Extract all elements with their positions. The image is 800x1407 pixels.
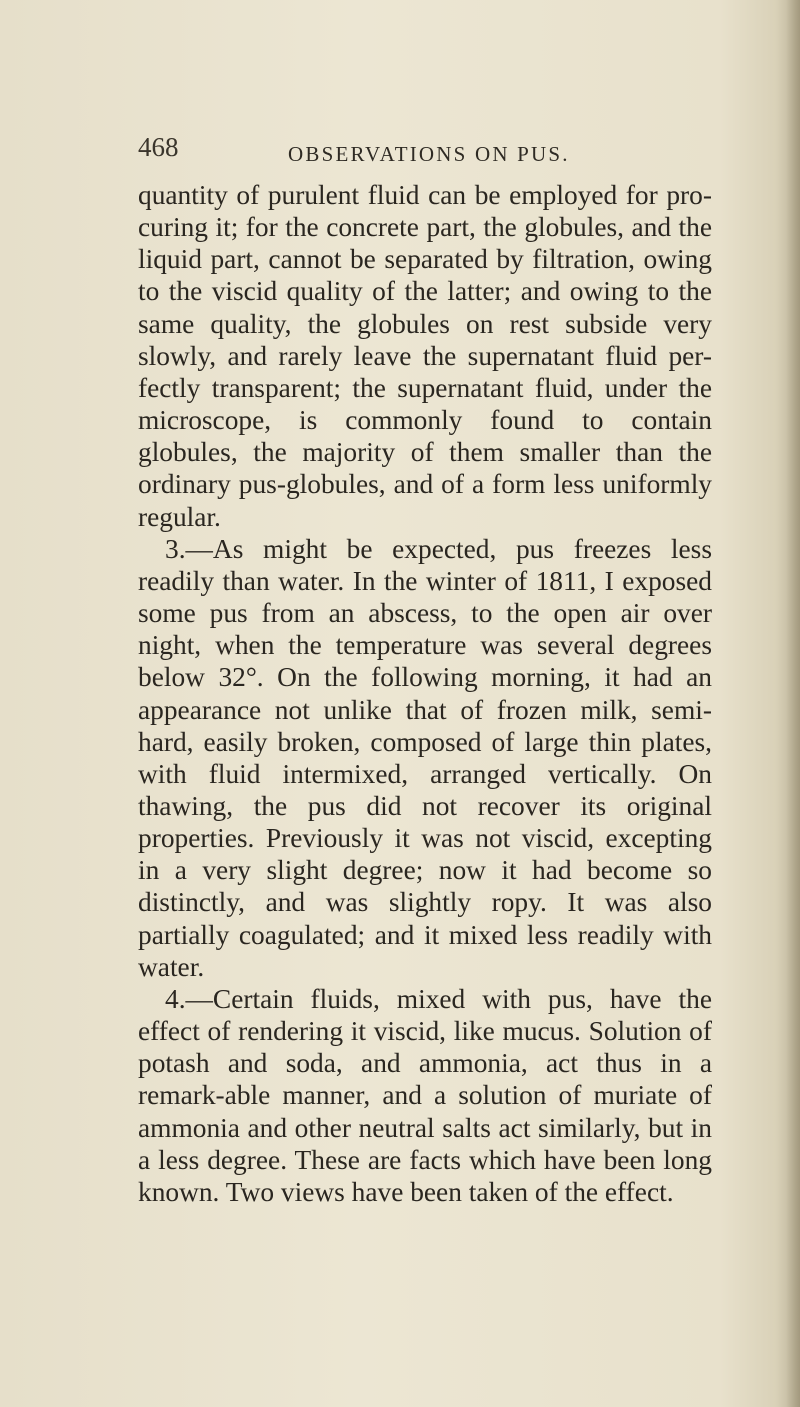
paragraph-section-4: 4.—Certain fluids, mixed with pus, have the effect of rendering it viscid, like mucus. Solution of potash and soda, and ammonia, act thus in a remark-able manner, and a solution of muriate of ammonia and other neutral salts act similarly, but in a less degree. These are facts which have been long known. Two views have been taken of the effect. bbox=[138, 983, 712, 1207]
running-head: OBSERVATIONS ON PUS. bbox=[288, 142, 570, 166]
body-text bbox=[138, 179, 712, 1208]
paragraph-section-3: 3.—As might be expected, pus freezes less readily than water. In the winter of 1811, I exposed some pus from an abscess, to the open air over night, when the temperature was several degrees below 32°. On the following morning, it had an appearance not unlike that of frozen milk, semi-hard, easily broken, composed of large thin plates, with fluid intermixed, arranged vertically. On thawing, the pus did not recover its original properties. Previously it was not viscid, excepting in a very slight degree; now it had become so distinctly, and was slightly ropy. It was also partially coagulated; and it mixed less readily with water. bbox=[138, 533, 712, 982]
page-edge-shadow bbox=[786, 0, 800, 1407]
paragraph-continuation: quantity of purulent fluid can be employed for pro-curing it; for the concrete part, the globules, and the liquid part, cannot be separated by filtration, owing to the viscid quality of the latter; and owing to the same quality, the globules on rest subside very slowly, and rarely leave the supernatant fluid per-fectly transparent; the supernatant fluid, under the microscope, is commonly found to contain globules, the majority of them smaller than the ordinary pus-globules, and of a form less uniformly regular. bbox=[138, 180, 712, 532]
page-number: 468 bbox=[138, 132, 179, 162]
